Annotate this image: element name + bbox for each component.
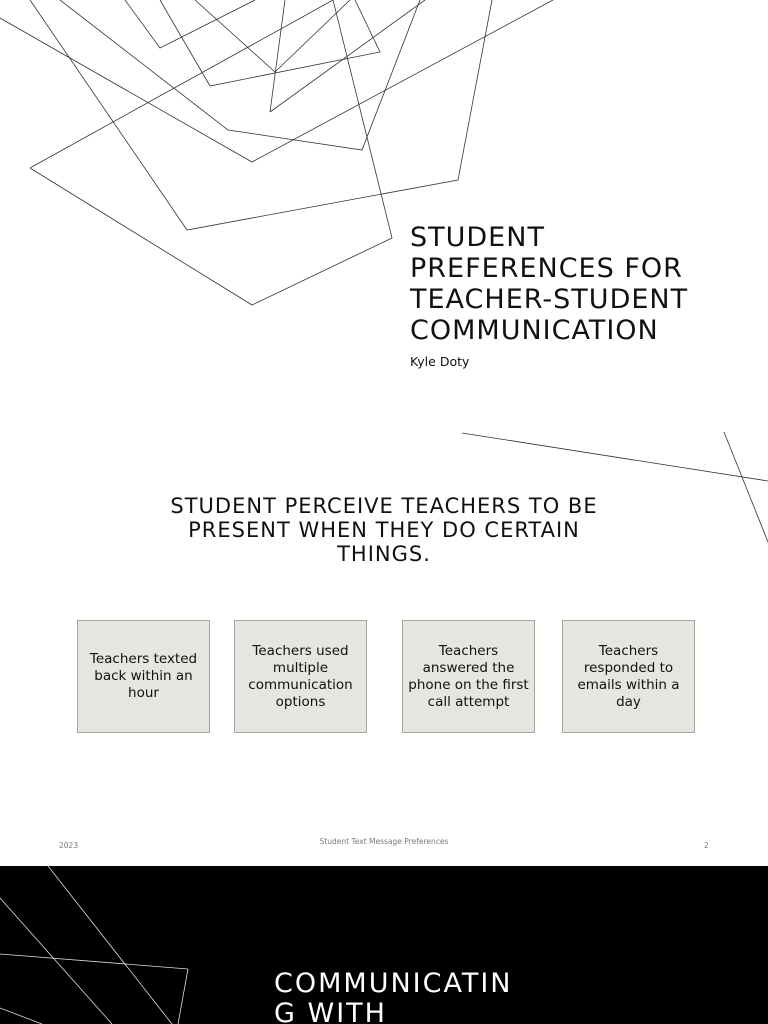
content-slide xyxy=(0,432,768,866)
section-title: COMMUNICATING WITH xyxy=(274,968,513,1024)
deco-line xyxy=(160,0,380,86)
title-slide xyxy=(0,0,768,432)
preference-box: Teachers responded to emails within a day xyxy=(562,620,695,733)
presentation-title: STUDENT PREFERENCES FOR TEACHER-STUDENT COMMUNICATION xyxy=(410,222,689,346)
preference-box: Teachers used multiple communication options xyxy=(234,620,367,733)
slide-heading: STUDENT PERCEIVE TEACHERS TO BE PRESENT WHEN THEY DO CERTAIN THINGS. xyxy=(170,494,598,566)
deco-line xyxy=(270,0,285,112)
deco-line xyxy=(0,1008,42,1024)
deco-line xyxy=(0,954,188,969)
deco-line xyxy=(270,0,425,112)
preference-box: Teachers texted back within an hour xyxy=(77,620,210,733)
deco-line xyxy=(462,433,768,481)
deco-line xyxy=(30,0,492,230)
author-name: Kyle Doty xyxy=(410,354,470,369)
preference-box: Teachers answered the phone on the first call attempt xyxy=(402,620,535,733)
section-slide xyxy=(0,866,768,1024)
deco-line xyxy=(48,866,172,1024)
deco-line xyxy=(0,0,553,162)
deco-line xyxy=(724,432,768,542)
footer-year: 2023 xyxy=(59,841,79,850)
footer-title: Student Text Message Preferences xyxy=(319,837,449,846)
title-block xyxy=(410,222,760,369)
page-number: 2 xyxy=(704,841,709,850)
deco-line xyxy=(30,0,392,305)
deco-line xyxy=(195,0,350,72)
deco-line xyxy=(0,898,112,1024)
deco-line xyxy=(178,969,188,1024)
deco-line xyxy=(125,0,255,48)
